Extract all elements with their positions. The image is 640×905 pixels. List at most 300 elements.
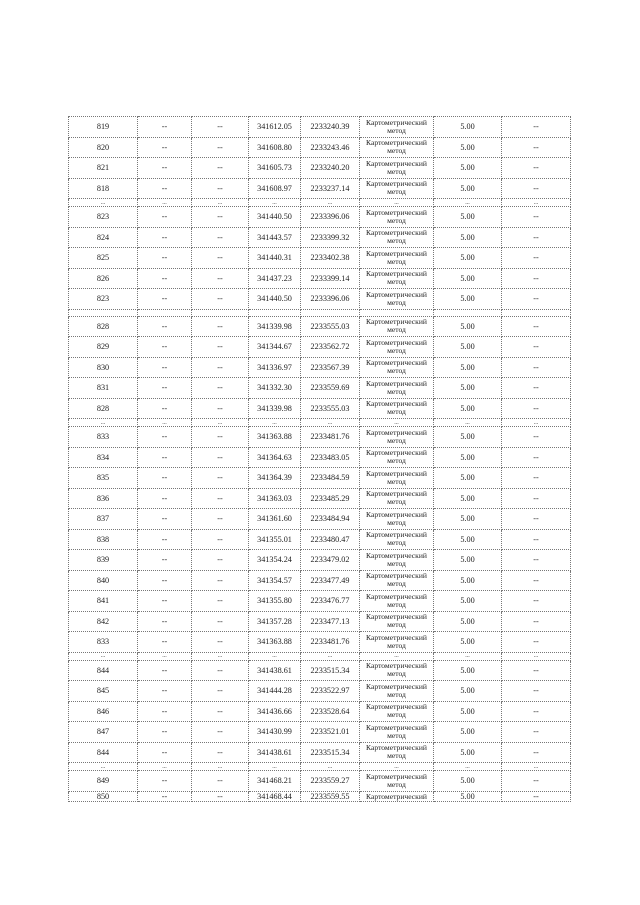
table-row [69, 447, 571, 468]
separator-cell: ... [502, 763, 571, 771]
empty-value-cell: -- [138, 137, 192, 158]
point-number-cell: 841 [69, 591, 138, 612]
method-cell: Картометрический метод [360, 447, 434, 468]
method-cell: Картометрический метод [360, 570, 434, 591]
separator-cell: ... [301, 763, 360, 771]
empty-value-cell: -- [192, 316, 249, 337]
method-cell: Картометрический метод [360, 611, 434, 632]
separator-cell: ... [249, 199, 301, 207]
blank-row [69, 309, 571, 316]
table-row [69, 791, 571, 801]
accuracy-cell: 5.00 [434, 398, 502, 419]
y-coordinate-cell: 2233567.39 [301, 357, 360, 378]
x-coordinate-cell: 341438.61 [249, 660, 301, 681]
method-cell: Картометрический метод [360, 289, 434, 310]
empty-value-cell: -- [502, 550, 571, 571]
accuracy-cell: 5.00 [434, 570, 502, 591]
empty-value-cell: -- [138, 398, 192, 419]
blank-cell [360, 309, 434, 316]
point-number-cell: 818 [69, 178, 138, 199]
separator-cell: ... [301, 199, 360, 207]
empty-value-cell: -- [502, 591, 571, 612]
table-row [69, 742, 571, 763]
point-number-cell: 821 [69, 158, 138, 179]
table-row [69, 509, 571, 530]
accuracy-cell: 5.00 [434, 681, 502, 702]
separator-cell: ... [301, 419, 360, 427]
empty-value-cell: -- [192, 178, 249, 199]
empty-value-cell: -- [138, 468, 192, 489]
empty-value-cell: -- [192, 427, 249, 448]
empty-value-cell: -- [138, 447, 192, 468]
accuracy-cell: 5.00 [434, 178, 502, 199]
accuracy-cell: 5.00 [434, 550, 502, 571]
point-number-cell: 826 [69, 268, 138, 289]
x-coordinate-cell: 341437.23 [249, 268, 301, 289]
point-number-cell: 829 [69, 337, 138, 358]
y-coordinate-cell: 2233243.46 [301, 137, 360, 158]
empty-value-cell: -- [502, 207, 571, 228]
empty-value-cell: -- [192, 117, 249, 138]
empty-value-cell: -- [138, 529, 192, 550]
y-coordinate-cell: 2233515.34 [301, 660, 360, 681]
empty-value-cell: -- [138, 178, 192, 199]
separator-cell: ... [249, 763, 301, 771]
point-number-cell: 840 [69, 570, 138, 591]
empty-value-cell: -- [192, 771, 249, 792]
coordinates-table-body [69, 117, 571, 802]
empty-value-cell: -- [502, 660, 571, 681]
empty-value-cell: -- [502, 509, 571, 530]
accuracy-cell: 5.00 [434, 722, 502, 743]
blank-cell [502, 309, 571, 316]
accuracy-cell: 5.00 [434, 632, 502, 653]
accuracy-cell: 5.00 [434, 611, 502, 632]
x-coordinate-cell: 341438.61 [249, 742, 301, 763]
method-cell: Картометрический метод [360, 227, 434, 248]
table-row [69, 289, 571, 310]
separator-cell: ... [249, 652, 301, 660]
empty-value-cell: -- [138, 722, 192, 743]
y-coordinate-cell: 2233476.77 [301, 591, 360, 612]
y-coordinate-cell: 2233559.69 [301, 378, 360, 399]
separator-cell: ... [301, 652, 360, 660]
method-cell: Картометрический метод [360, 207, 434, 228]
point-number-cell: 839 [69, 550, 138, 571]
y-coordinate-cell: 2233528.64 [301, 701, 360, 722]
empty-value-cell: -- [192, 722, 249, 743]
empty-value-cell: -- [138, 611, 192, 632]
point-number-cell: 846 [69, 701, 138, 722]
table-row [69, 357, 571, 378]
empty-value-cell: -- [138, 227, 192, 248]
empty-value-cell: -- [138, 289, 192, 310]
accuracy-cell: 5.00 [434, 660, 502, 681]
point-number-cell: 836 [69, 488, 138, 509]
x-coordinate-cell: 341444.28 [249, 681, 301, 702]
separator-cell: ... [69, 652, 138, 660]
table-row [69, 207, 571, 228]
table-row [69, 248, 571, 269]
table-row [69, 137, 571, 158]
point-number-cell: 820 [69, 137, 138, 158]
empty-value-cell: -- [192, 488, 249, 509]
accuracy-cell: 5.00 [434, 447, 502, 468]
empty-value-cell: -- [502, 681, 571, 702]
point-number-cell: 835 [69, 468, 138, 489]
empty-value-cell: -- [502, 570, 571, 591]
empty-value-cell: -- [138, 158, 192, 179]
table-row [69, 227, 571, 248]
empty-value-cell: -- [138, 509, 192, 530]
x-coordinate-cell: 341363.88 [249, 427, 301, 448]
table-row [69, 488, 571, 509]
separator-cell: ... [249, 419, 301, 427]
table-row [69, 722, 571, 743]
blank-cell [138, 309, 192, 316]
x-coordinate-cell: 341468.44 [249, 791, 301, 801]
method-cell: Картометрический метод [360, 468, 434, 489]
empty-value-cell: -- [138, 427, 192, 448]
empty-value-cell: -- [192, 398, 249, 419]
y-coordinate-cell: 2233480.47 [301, 529, 360, 550]
separator-cell: ... [360, 652, 434, 660]
x-coordinate-cell: 341440.50 [249, 289, 301, 310]
separator-cell: ... [360, 763, 434, 771]
x-coordinate-cell: 341339.98 [249, 316, 301, 337]
method-cell: Картометрический метод [360, 137, 434, 158]
table-row [69, 378, 571, 399]
point-number-cell: 837 [69, 509, 138, 530]
empty-value-cell: -- [138, 248, 192, 269]
y-coordinate-cell: 2233484.59 [301, 468, 360, 489]
y-coordinate-cell: 2233396.06 [301, 207, 360, 228]
x-coordinate-cell: 341436.66 [249, 701, 301, 722]
accuracy-cell: 5.00 [434, 488, 502, 509]
empty-value-cell: -- [502, 117, 571, 138]
y-coordinate-cell: 2233515.34 [301, 742, 360, 763]
empty-value-cell: -- [502, 529, 571, 550]
accuracy-cell: 5.00 [434, 268, 502, 289]
empty-value-cell: -- [502, 447, 571, 468]
empty-value-cell: -- [192, 660, 249, 681]
accuracy-cell: 5.00 [434, 357, 502, 378]
point-number-cell: 844 [69, 660, 138, 681]
point-number-cell: 834 [69, 447, 138, 468]
method-cell: Картометрический метод [360, 771, 434, 792]
blank-cell [192, 309, 249, 316]
accuracy-cell: 5.00 [434, 289, 502, 310]
separator-cell: ... [69, 419, 138, 427]
empty-value-cell: -- [138, 488, 192, 509]
y-coordinate-cell: 2233477.13 [301, 611, 360, 632]
separator-cell: ... [434, 419, 502, 427]
accuracy-cell: 5.00 [434, 771, 502, 792]
blank-cell [69, 309, 138, 316]
point-number-cell: 825 [69, 248, 138, 269]
empty-value-cell: -- [502, 611, 571, 632]
x-coordinate-cell: 341430.99 [249, 722, 301, 743]
method-cell: Картометрический метод [360, 488, 434, 509]
table-row [69, 529, 571, 550]
x-coordinate-cell: 341612.05 [249, 117, 301, 138]
accuracy-cell: 5.00 [434, 137, 502, 158]
coordinates-table [68, 116, 571, 802]
separator-row [69, 199, 571, 207]
x-coordinate-cell: 341443.57 [249, 227, 301, 248]
blank-cell [434, 309, 502, 316]
method-cell: Картометрический метод [360, 378, 434, 399]
separator-cell: ... [138, 763, 192, 771]
empty-value-cell: -- [192, 742, 249, 763]
separator-cell: ... [502, 652, 571, 660]
table-row [69, 701, 571, 722]
x-coordinate-cell: 341355.80 [249, 591, 301, 612]
accuracy-cell: 5.00 [434, 529, 502, 550]
empty-value-cell: -- [192, 681, 249, 702]
empty-value-cell: -- [502, 427, 571, 448]
empty-value-cell: -- [502, 137, 571, 158]
table-row [69, 570, 571, 591]
point-number-cell: 847 [69, 722, 138, 743]
empty-value-cell: -- [192, 207, 249, 228]
method-cell: Картометрический метод [360, 398, 434, 419]
x-coordinate-cell: 341605.73 [249, 158, 301, 179]
empty-value-cell: -- [502, 632, 571, 653]
method-cell: Картометрический метод [360, 509, 434, 530]
empty-value-cell: -- [138, 701, 192, 722]
empty-value-cell: -- [192, 550, 249, 571]
empty-value-cell: -- [192, 378, 249, 399]
table-row [69, 591, 571, 612]
y-coordinate-cell: 2233481.76 [301, 427, 360, 448]
empty-value-cell: -- [192, 158, 249, 179]
point-number-cell: 833 [69, 632, 138, 653]
x-coordinate-cell: 341357.28 [249, 611, 301, 632]
table-row [69, 178, 571, 199]
empty-value-cell: -- [192, 227, 249, 248]
separator-cell: ... [192, 419, 249, 427]
y-coordinate-cell: 2233484.94 [301, 509, 360, 530]
method-cell: Картометрический метод [360, 550, 434, 571]
y-coordinate-cell: 2233555.03 [301, 398, 360, 419]
point-number-cell: 828 [69, 316, 138, 337]
empty-value-cell: -- [138, 742, 192, 763]
method-cell: Картометрический метод [360, 701, 434, 722]
empty-value-cell: -- [138, 268, 192, 289]
accuracy-cell: 5.00 [434, 701, 502, 722]
method-cell: Картометрический метод [360, 117, 434, 138]
x-coordinate-cell: 341364.39 [249, 468, 301, 489]
accuracy-cell: 5.00 [434, 509, 502, 530]
separator-row [69, 652, 571, 660]
empty-value-cell: -- [502, 701, 571, 722]
y-coordinate-cell: 2233477.49 [301, 570, 360, 591]
point-number-cell: 828 [69, 398, 138, 419]
y-coordinate-cell: 2233485.29 [301, 488, 360, 509]
x-coordinate-cell: 341355.01 [249, 529, 301, 550]
empty-value-cell: -- [192, 248, 249, 269]
table-row [69, 316, 571, 337]
point-number-cell: 833 [69, 427, 138, 448]
empty-value-cell: -- [502, 357, 571, 378]
empty-value-cell: -- [138, 570, 192, 591]
empty-value-cell: -- [502, 791, 571, 801]
point-number-cell: 823 [69, 207, 138, 228]
x-coordinate-cell: 341354.57 [249, 570, 301, 591]
table-row [69, 337, 571, 358]
separator-cell: ... [434, 199, 502, 207]
y-coordinate-cell: 2233559.55 [301, 791, 360, 801]
y-coordinate-cell: 2233237.14 [301, 178, 360, 199]
y-coordinate-cell: 2233479.02 [301, 550, 360, 571]
empty-value-cell: -- [502, 268, 571, 289]
x-coordinate-cell: 341440.31 [249, 248, 301, 269]
empty-value-cell: -- [192, 529, 249, 550]
method-cell: Картометрический метод [360, 681, 434, 702]
empty-value-cell: -- [192, 357, 249, 378]
y-coordinate-cell: 2233399.32 [301, 227, 360, 248]
table-row [69, 611, 571, 632]
accuracy-cell: 5.00 [434, 207, 502, 228]
table-row [69, 468, 571, 489]
empty-value-cell: -- [192, 289, 249, 310]
accuracy-cell: 5.00 [434, 468, 502, 489]
empty-value-cell: -- [192, 137, 249, 158]
separator-cell: ... [192, 763, 249, 771]
empty-value-cell: -- [192, 701, 249, 722]
x-coordinate-cell: 341339.98 [249, 398, 301, 419]
separator-cell: ... [138, 419, 192, 427]
point-number-cell: 850 [69, 791, 138, 801]
table-row [69, 117, 571, 138]
point-number-cell: 844 [69, 742, 138, 763]
empty-value-cell: -- [138, 660, 192, 681]
point-number-cell: 831 [69, 378, 138, 399]
accuracy-cell: 5.00 [434, 248, 502, 269]
x-coordinate-cell: 341363.88 [249, 632, 301, 653]
x-coordinate-cell: 341440.50 [249, 207, 301, 228]
blank-cell [249, 309, 301, 316]
empty-value-cell: -- [138, 357, 192, 378]
separator-cell: ... [360, 419, 434, 427]
table-row [69, 427, 571, 448]
accuracy-cell: 5.00 [434, 742, 502, 763]
table-row [69, 158, 571, 179]
accuracy-cell: 5.00 [434, 158, 502, 179]
empty-value-cell: -- [502, 158, 571, 179]
separator-row [69, 763, 571, 771]
point-number-cell: 842 [69, 611, 138, 632]
empty-value-cell: -- [138, 591, 192, 612]
accuracy-cell: 5.00 [434, 427, 502, 448]
separator-cell: ... [502, 419, 571, 427]
point-number-cell: 838 [69, 529, 138, 550]
empty-value-cell: -- [192, 570, 249, 591]
separator-cell: ... [69, 199, 138, 207]
empty-value-cell: -- [138, 337, 192, 358]
empty-value-cell: -- [502, 248, 571, 269]
empty-value-cell: -- [192, 268, 249, 289]
empty-value-cell: -- [138, 632, 192, 653]
empty-value-cell: -- [138, 378, 192, 399]
method-cell: Картометрический метод [360, 268, 434, 289]
y-coordinate-cell: 2233402.38 [301, 248, 360, 269]
empty-value-cell: -- [502, 378, 571, 399]
empty-value-cell: -- [138, 550, 192, 571]
separator-cell: ... [138, 199, 192, 207]
x-coordinate-cell: 341608.80 [249, 137, 301, 158]
empty-value-cell: -- [192, 791, 249, 801]
x-coordinate-cell: 341608.97 [249, 178, 301, 199]
method-cell: Картометрический метод [360, 529, 434, 550]
empty-value-cell: -- [192, 337, 249, 358]
y-coordinate-cell: 2233522.97 [301, 681, 360, 702]
empty-value-cell: -- [502, 742, 571, 763]
accuracy-cell: 5.00 [434, 791, 502, 801]
empty-value-cell: -- [192, 468, 249, 489]
method-cell: Картометрический метод [360, 158, 434, 179]
point-number-cell: 823 [69, 289, 138, 310]
empty-value-cell: -- [502, 468, 571, 489]
table-row [69, 550, 571, 571]
method-cell: Картометрический метод [360, 316, 434, 337]
method-cell: Картометрический метод [360, 337, 434, 358]
blank-cell [301, 309, 360, 316]
separator-cell: ... [69, 763, 138, 771]
y-coordinate-cell: 2233555.03 [301, 316, 360, 337]
method-cell: Картометрический метод [360, 591, 434, 612]
y-coordinate-cell: 2233562.72 [301, 337, 360, 358]
empty-value-cell: -- [138, 207, 192, 228]
separator-cell: ... [502, 199, 571, 207]
point-number-cell: 830 [69, 357, 138, 378]
x-coordinate-cell: 341344.67 [249, 337, 301, 358]
method-cell: Картометрический метод [360, 632, 434, 653]
method-cell: Картометрический метод [360, 742, 434, 763]
x-coordinate-cell: 341364.63 [249, 447, 301, 468]
y-coordinate-cell: 2233559.27 [301, 771, 360, 792]
separator-cell: ... [192, 652, 249, 660]
x-coordinate-cell: 341354.24 [249, 550, 301, 571]
accuracy-cell: 5.00 [434, 316, 502, 337]
table-row [69, 771, 571, 792]
point-number-cell: 819 [69, 117, 138, 138]
x-coordinate-cell: 341468.21 [249, 771, 301, 792]
accuracy-cell: 5.00 [434, 227, 502, 248]
y-coordinate-cell: 2233521.01 [301, 722, 360, 743]
x-coordinate-cell: 341336.97 [249, 357, 301, 378]
x-coordinate-cell: 341332.30 [249, 378, 301, 399]
separator-cell: ... [138, 652, 192, 660]
separator-cell: ... [434, 763, 502, 771]
x-coordinate-cell: 341361.60 [249, 509, 301, 530]
coordinates-sheet [68, 116, 570, 802]
empty-value-cell: -- [138, 791, 192, 801]
empty-value-cell: -- [192, 509, 249, 530]
accuracy-cell: 5.00 [434, 378, 502, 399]
table-row [69, 660, 571, 681]
y-coordinate-cell: 2233396.06 [301, 289, 360, 310]
table-row [69, 398, 571, 419]
empty-value-cell: -- [502, 722, 571, 743]
empty-value-cell: -- [502, 771, 571, 792]
empty-value-cell: -- [502, 289, 571, 310]
table-row [69, 268, 571, 289]
separator-cell: ... [360, 199, 434, 207]
method-cell: Картометрический метод [360, 178, 434, 199]
empty-value-cell: -- [502, 398, 571, 419]
